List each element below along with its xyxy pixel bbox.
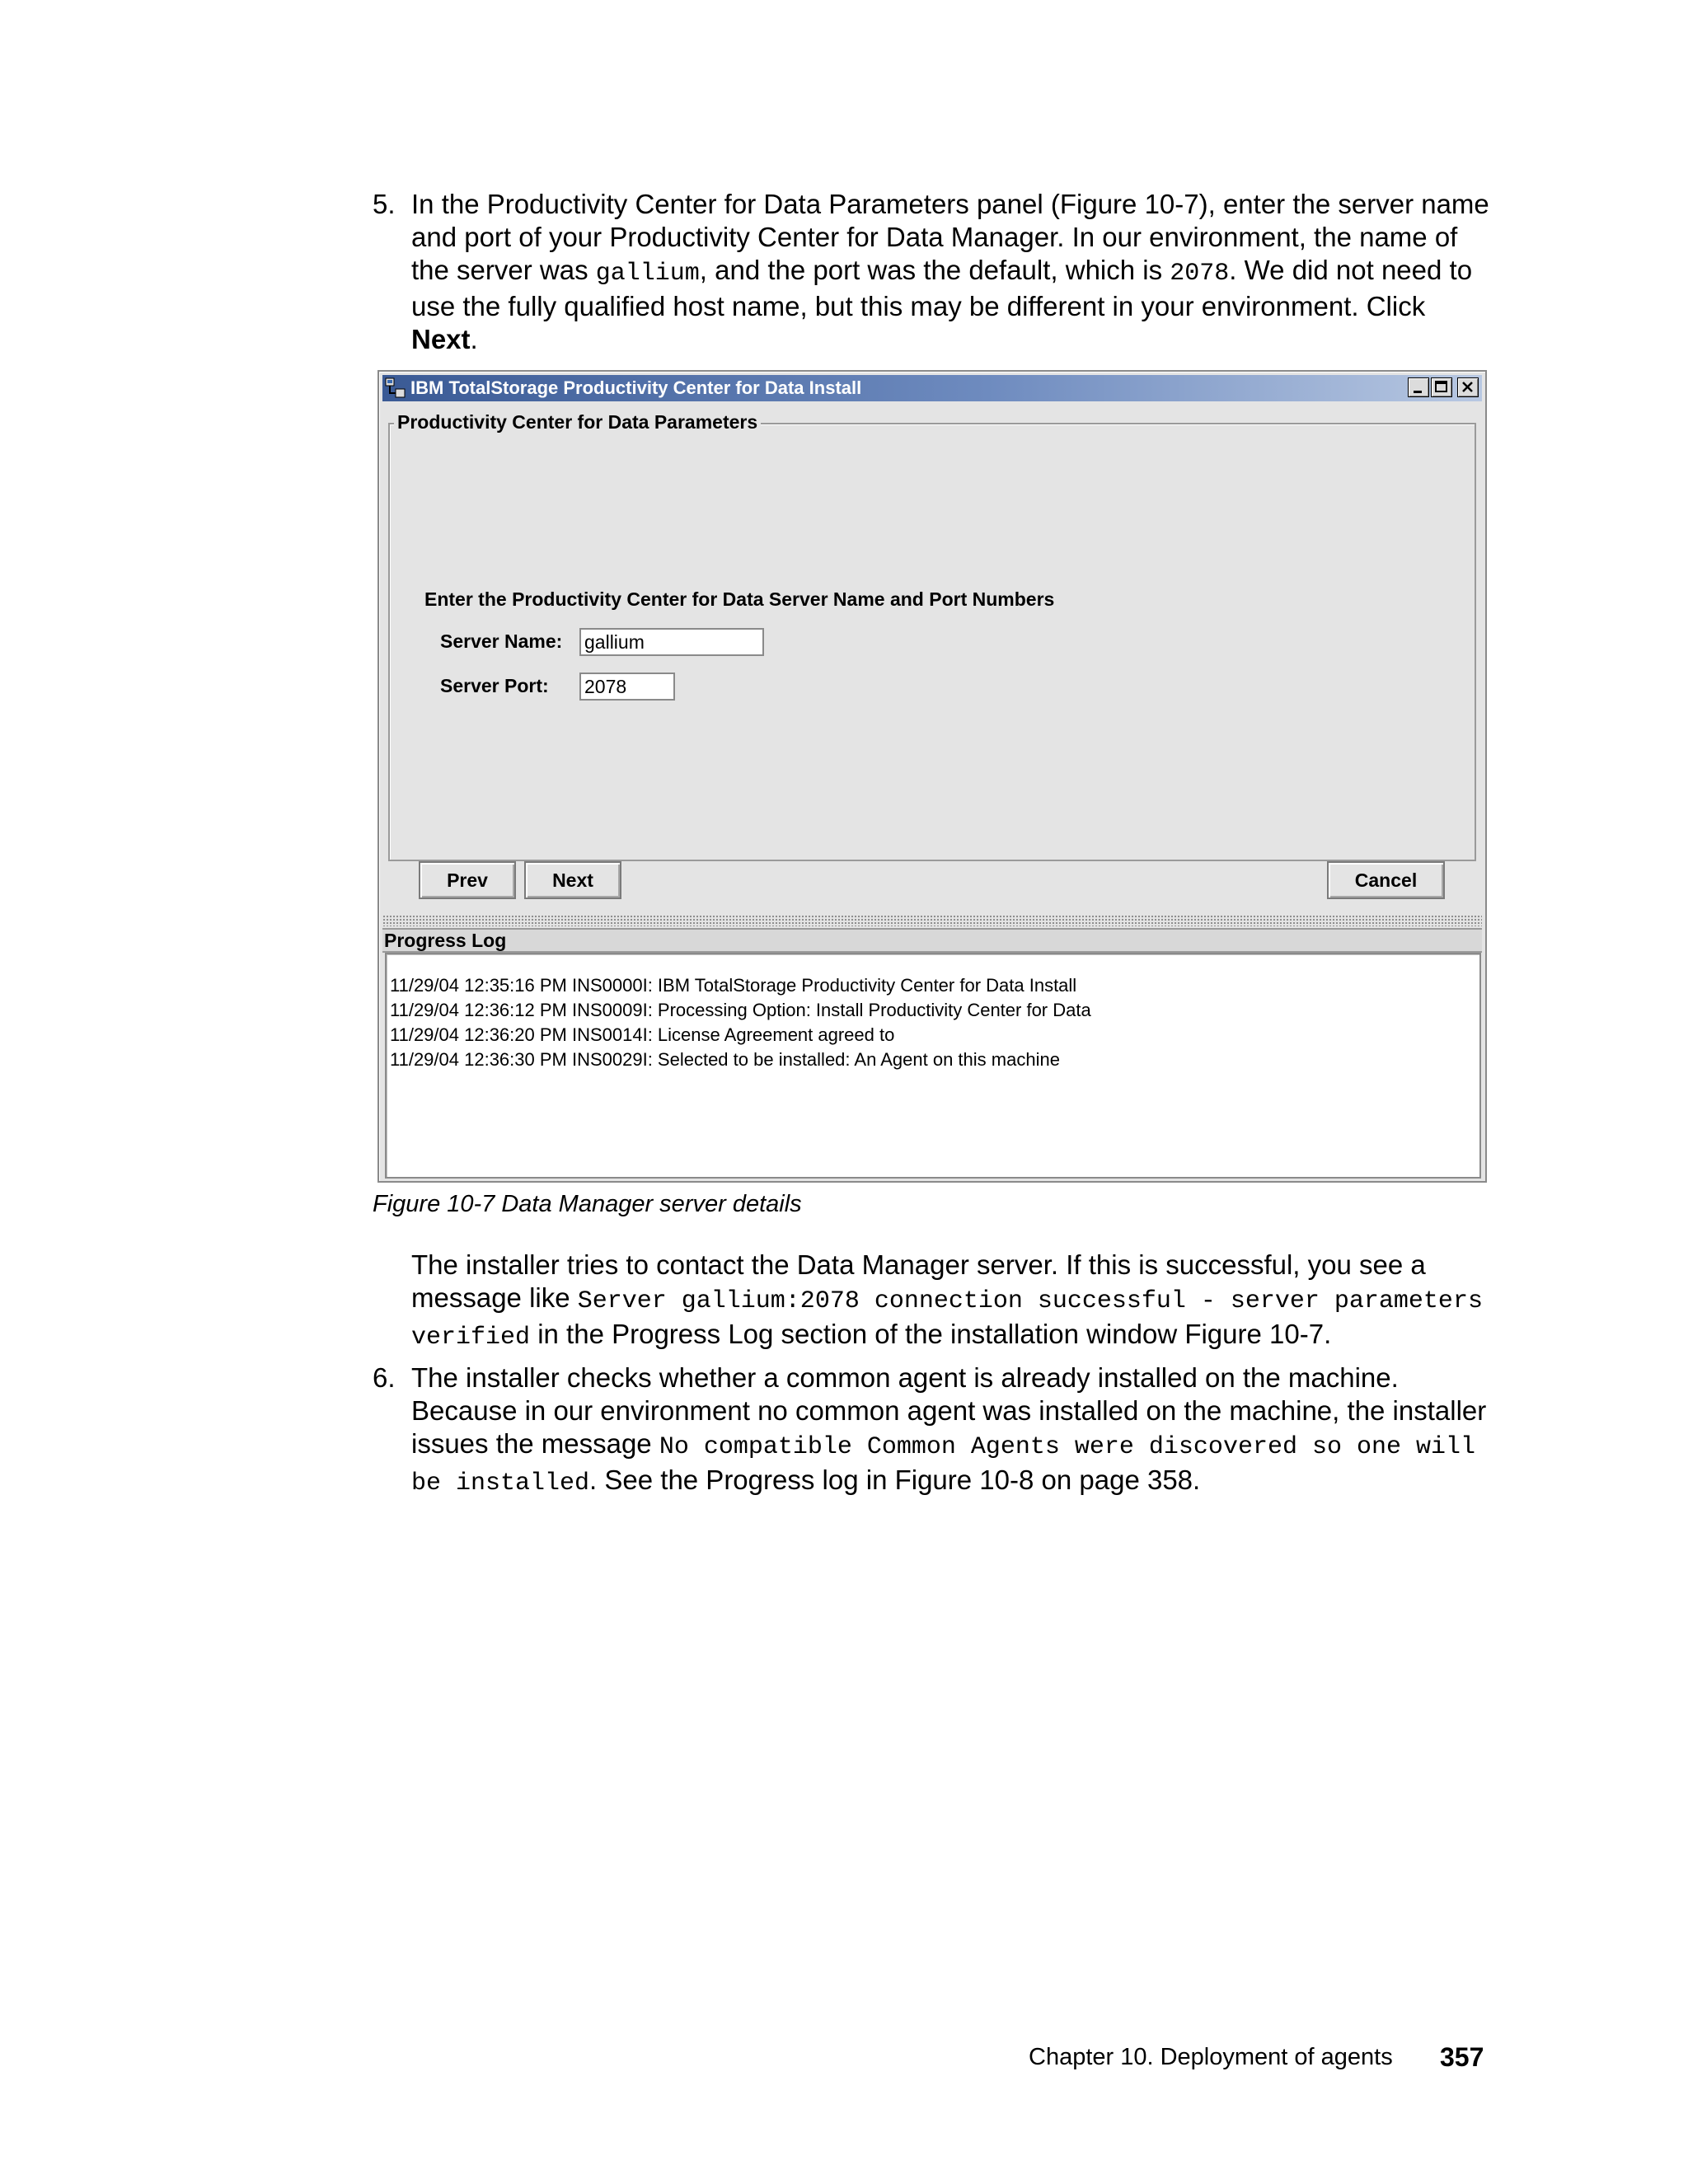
instruction-text: Enter the Productivity Center for Data Server Name and Port Numbers (424, 588, 1055, 610)
code-server-name: gallium (595, 260, 700, 288)
result-paragraph: The installer tries to contact the Data Manager server. If this is successful, you see a message like Server gallium:2078 connection successful - server parameters verified in the Progress Log section of the installation window Figure 10-7. (411, 1249, 1483, 1352)
progress-log-header: Progress Log (382, 928, 1482, 953)
step-5-text: In the Productivity Center for Data Parameters panel (Figure 10-7), enter the server name and port of your Productivity Center for Data Manager. In our environment, the name of the server was gallium, and the port was the default, which is 2078. We did not need to use the fully qualified host name, but this may be different in your environment. Click Next. (411, 189, 1489, 354)
window-title: IBM TotalStorage Productivity Center for Data Install (410, 377, 862, 398)
step-number: 5. (373, 189, 396, 219)
server-name-label: Server Name: (440, 630, 563, 652)
maximize-icon (1432, 378, 1451, 396)
server-port-label: Server Port: (440, 675, 549, 696)
close-icon (1458, 378, 1478, 396)
footer-chapter: Chapter 10. Deployment of agents (1029, 2044, 1393, 2070)
step-6 (373, 1361, 1493, 1500)
page-number: 357 (1440, 2042, 1484, 2072)
title-bar[interactable] (382, 375, 1482, 401)
panel-title: Productivity Center for Data Parameters (394, 410, 761, 434)
close-window-button[interactable] (1457, 377, 1479, 397)
step-6-text: The installer checks whether a common agent is already installed on the machine. Because in our environment no common agent was installed on the machine, the installer issues the message No compatible Common Agents were discovered so one will be installed. See the Progress log in Figure 10-8 on page 358. (411, 1362, 1487, 1497)
installer-app-icon (385, 377, 406, 399)
bold-next: Next (411, 324, 471, 354)
prev-button[interactable]: Prev (419, 861, 516, 899)
splitter-handle[interactable] (382, 915, 1482, 926)
log-line: 11/29/04 12:35:16 PM INS0000I: IBM TotalStorage Productivity Center for Data Install (390, 975, 1077, 996)
code-agent-message: No compatible Common Agents were discovered so one will be installed (411, 1433, 1475, 1497)
code-success-message: Server gallium:2078 connection successful - server parameters verified (411, 1287, 1483, 1352)
next-button[interactable]: Next (524, 861, 621, 899)
step-5 (373, 188, 1493, 356)
code-port: 2078 (1170, 260, 1230, 288)
log-line: 11/29/04 12:36:12 PM INS0009I: Processing Option: Install Productivity Center for Data (390, 1000, 1091, 1020)
log-line: 11/29/04 12:36:30 PM INS0029I: Selected to be installed: An Agent on this machine (390, 1049, 1060, 1070)
log-line: 11/29/04 12:36:20 PM INS0014I: License Agreement agreed to (390, 1024, 895, 1045)
step-number: 6. (373, 1362, 396, 1393)
installer-window (377, 370, 1487, 1183)
progress-log-area[interactable] (385, 953, 1481, 1179)
cancel-button[interactable]: Cancel (1327, 861, 1445, 899)
minimize-button[interactable] (1408, 377, 1429, 397)
server-port-input[interactable]: 2078 (579, 673, 675, 701)
figure-caption: Figure 10-7 Data Manager server details (373, 1191, 802, 1217)
server-name-input[interactable]: gallium (579, 628, 764, 656)
minimize-icon (1409, 378, 1428, 396)
maximize-button[interactable] (1431, 377, 1452, 397)
